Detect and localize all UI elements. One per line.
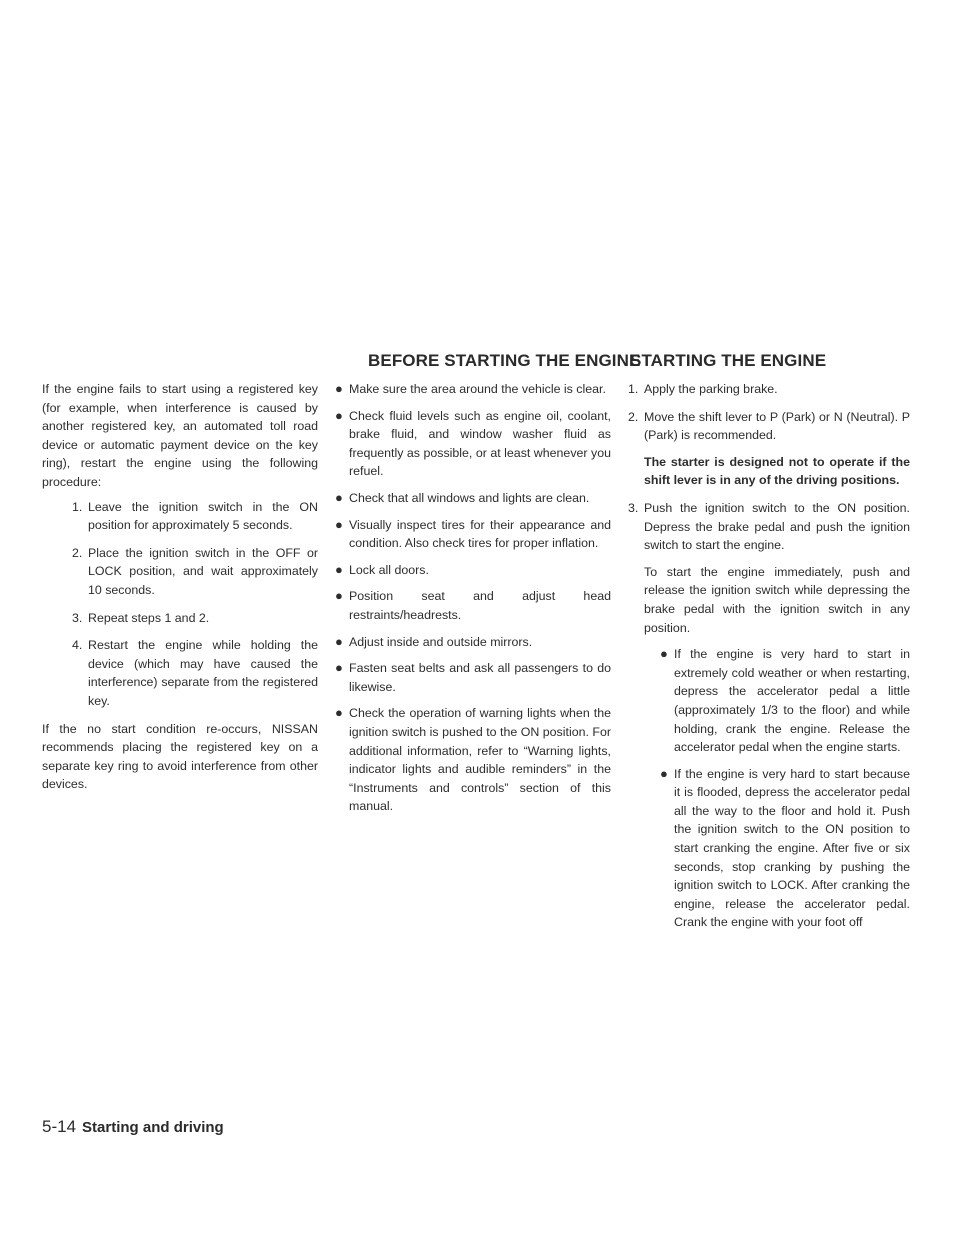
list-item <box>42 609 318 628</box>
bullet-text: Adjust inside and outside mirrors. <box>349 634 533 649</box>
bullet-text: If the engine is very hard to start in extremely cold weather or when restarting, depress the accelerator pedal a little (approximately 1/3 to the floor) and while holding, crank the engine. Release the accelerator pedal when the engine starts. <box>674 647 910 755</box>
bullet-text: Check fluid levels such as engine oil, coolant, brake fluid, and window washer fluid as frequently as possible, or at least whenever you refuel. <box>349 408 611 479</box>
bullet-text: Check that all windows and lights are clean. <box>349 490 590 505</box>
middle-column <box>335 380 611 824</box>
step-number: 1. <box>628 382 639 396</box>
closing-paragraph: If the no start condition re-occurs, NISSAN recommends placing the registered key on a separate key ring to avoid interference from other devices. <box>42 721 318 792</box>
left-column <box>42 380 318 794</box>
step-number: 2. <box>72 545 83 560</box>
step-text: Place the ignition switch in the OFF or LOCK position, and wait approximately 10 seconds. <box>88 545 318 597</box>
bullet-text: If the engine is very hard to start because it is flooded, depress the accelerator pedal all the way to the floor and hold it. Push the ignition switch to the ON position to start cranking the engine. After five or six seconds, stop cranking by pushing the ignition switch to LOCK. After cranking the engine, release the accelerator pedal. Crank the engine with your foot off <box>674 766 910 930</box>
restart-steps <box>42 498 318 711</box>
bullet-text: Visually inspect tires for their appearance and condition. Also check tires for proper inflation. <box>349 517 611 551</box>
list-item <box>660 645 910 757</box>
bullet-icon: ● <box>335 489 343 505</box>
step-text: Apply the parking brake. <box>644 382 778 396</box>
bullet-icon: ● <box>335 407 343 423</box>
bullet-text: Check the operation of warning lights when the ignition switch is pushed to the ON position. For additional information, refer to “Warning lights, indicator lights and audible reminders” in the “Instruments and controls” section of this manual. <box>349 706 611 814</box>
list-item <box>42 498 318 535</box>
page-number: 5-14 <box>42 1117 77 1136</box>
bullet-text: Position seat and adjust head restraints/headrests. <box>349 589 611 622</box>
list-item <box>335 633 611 652</box>
list-item <box>335 659 611 696</box>
bullet-text: Make sure the area around the vehicle is clear. <box>349 382 606 396</box>
step-text: Push the ignition switch to the ON position. Depress the brake pedal and push the ignition switch to start the engine. <box>644 500 910 553</box>
bullet-text: Fasten seat belts and ask all passengers to do likewise. <box>349 661 611 694</box>
list-item <box>335 380 611 399</box>
bullet-icon: ● <box>660 765 668 781</box>
starter-warning: The starter is designed not to operate if the shift lever is in any of the driving positions. <box>644 454 910 488</box>
list-item <box>335 561 611 580</box>
starting-steps <box>628 380 910 932</box>
bullet-icon: ● <box>335 516 343 532</box>
checklist <box>335 380 611 816</box>
list-item <box>335 704 611 816</box>
hard-start-tips <box>644 645 910 932</box>
immediate-start-note: To start the engine immediately, push and release the ignition switch while depressing the brake pedal with the ignition switch in any position. <box>644 564 910 635</box>
bullet-icon: ● <box>335 633 343 649</box>
intro-paragraph: If the engine fails to start using a registered key (for example, when interference is caused by another registered key, an automated toll road device or automatic payment device on the key ring), restart the engine using the following procedure: <box>42 382 318 489</box>
list-item <box>42 636 318 710</box>
bullet-icon: ● <box>335 705 343 721</box>
step-number: 3. <box>628 500 639 515</box>
heading-before-starting: BEFORE STARTING THE ENGINE <box>368 351 641 370</box>
bullet-icon: ● <box>335 381 343 396</box>
step-text: Move the shift lever to P (Park) or N (Neutral). P (Park) is recommended. <box>644 409 910 443</box>
step-number: 3. <box>72 610 83 625</box>
step-number: 2. <box>628 409 639 424</box>
list-item <box>335 407 611 481</box>
list-item <box>335 489 611 508</box>
chapter-title: Starting and driving <box>82 1119 224 1136</box>
bullet-icon: ● <box>335 660 343 676</box>
step-text: Repeat steps 1 and 2. <box>88 610 210 625</box>
list-item <box>335 587 611 624</box>
bullet-icon: ● <box>335 561 343 577</box>
list-item <box>628 408 910 490</box>
bullet-icon: ● <box>660 646 668 662</box>
list-item <box>660 765 910 932</box>
bullet-icon: ● <box>335 588 343 604</box>
list-item <box>42 544 318 600</box>
step-text: Leave the ignition switch in the ON position for approximately 5 seconds. <box>88 499 318 533</box>
list-item <box>628 380 910 399</box>
step-number: 4. <box>72 638 83 653</box>
step-number: 1. <box>72 499 83 514</box>
heading-starting-engine: STARTING THE ENGINE <box>630 351 827 370</box>
step-text: Restart the engine while holding the device (which may have caused the interference) separate from the registered key. <box>88 638 318 708</box>
bullet-text: Lock all doors. <box>349 562 429 577</box>
list-item <box>335 516 611 553</box>
right-column <box>628 380 910 941</box>
list-item <box>628 499 910 932</box>
page-footer <box>42 1117 224 1137</box>
